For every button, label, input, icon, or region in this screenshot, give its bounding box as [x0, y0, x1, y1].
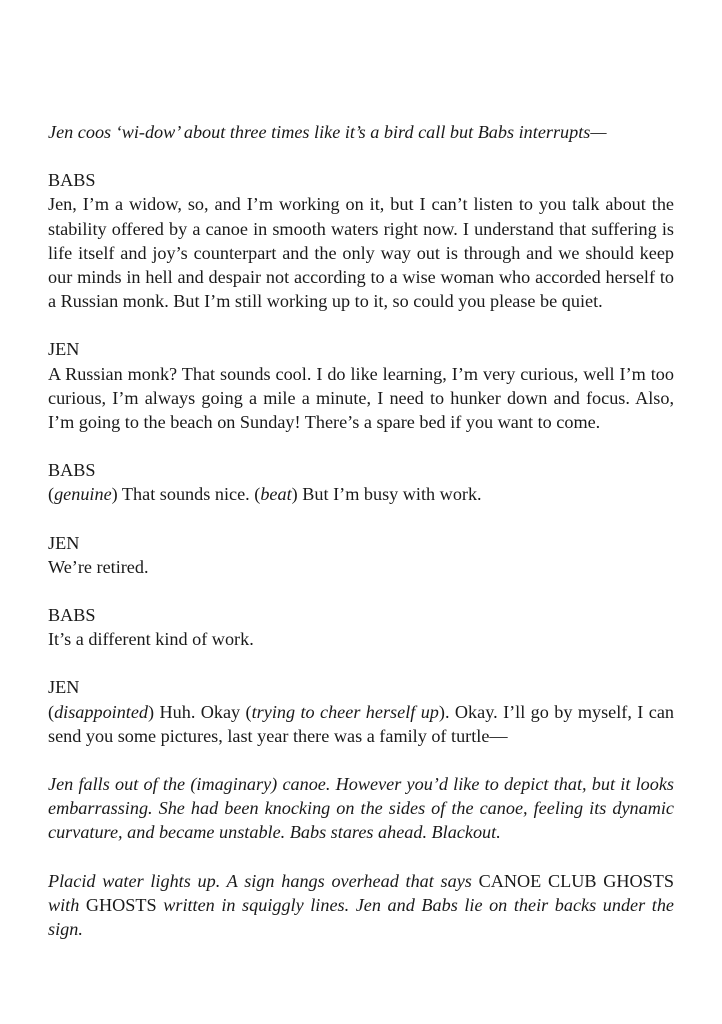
stage-direction-text: Jen falls out of the (imaginary) canoe. However you’d like to depict that, but it looks embarrassing. She had been knocking on the sides of the canoe, feeling its dynamic curvature, and became unstable. Babs stares ahead. Blackout.: [48, 774, 674, 843]
dialogue-segment: That sounds nice. (: [117, 484, 261, 505]
stage-direction-text: Jen coos ‘wi-dow’ about three times like it’s a bird call but Babs interrupts—: [48, 122, 607, 142]
dialogue-block: [48, 168, 674, 313]
stage-direction: [48, 772, 674, 845]
dialogue-block: [48, 675, 674, 748]
parenthetical: beat: [260, 484, 292, 505]
sign-text: GHOSTS: [85, 894, 157, 915]
dialogue-block: [48, 531, 674, 579]
dialogue-text: We’re retired.: [48, 556, 149, 577]
dialogue-block: [48, 603, 674, 651]
parenthetical: disappointed: [54, 701, 149, 722]
dialogue-segment: ). Okay. I’ll go by myself, I can send you some pictures, last year there was a family of turtle—: [48, 701, 675, 746]
speaker-name: JEN: [48, 339, 80, 360]
dialogue-block: [48, 458, 674, 506]
dialogue-text: A Russian monk? That sounds cool. I do like learning, I’m very curious, well I’m too curious, I’m always going a mile a minute, I need to hunker down and focus. Also, I’m going to the beach on Sunday! There’s a spare bed if you want to come.: [48, 363, 674, 433]
dialogue-segment: Huh. Okay (: [154, 701, 252, 722]
stage-direction-text: with: [48, 894, 86, 915]
speaker-name: BABS: [48, 170, 96, 191]
stage-direction: [48, 869, 674, 942]
parenthetical: trying to cheer herself up: [251, 701, 439, 722]
parenthetical: genuine: [54, 484, 112, 505]
stage-direction-text: Placid water lights up. A sign hangs overhead that says: [48, 870, 479, 891]
dialogue-text: (disappointed) Huh. Okay (trying to cheer herself up). Okay. I’ll go by myself, I can send you some pictures, last year there was a family of turtle—: [48, 701, 675, 746]
speaker-name: JEN: [48, 532, 80, 553]
dialogue-text: It’s a different kind of work.: [48, 629, 254, 650]
speaker-name: BABS: [48, 460, 96, 481]
dialogue-block: [48, 337, 674, 434]
speaker-name: JEN: [48, 677, 80, 698]
stage-direction: [48, 120, 674, 144]
sign-text: CANOE CLUB GHOSTS: [478, 870, 674, 891]
dialogue-text: Jen, I’m a widow, so, and I’m working on it, but I can’t listen to you talk about the stability offered by a canoe in smooth waters right now. I understand that suffering is life itself and joy’s counterpart and the only way out is through and we should keep our minds in hell and despair not according to a wise woman who accorded herself to a Russian monk. But I’m still working up to it, so could you please be quiet.: [48, 194, 674, 312]
dialogue-text: (genuine) That sounds nice. (beat) But I’m busy with work.: [48, 484, 482, 505]
stage-direction-text: written in squiggly lines. Jen and Babs lie on their backs under the sign.: [48, 894, 674, 940]
speaker-name: BABS: [48, 605, 96, 626]
dialogue-segment: ) But I’m busy with work.: [291, 484, 482, 505]
